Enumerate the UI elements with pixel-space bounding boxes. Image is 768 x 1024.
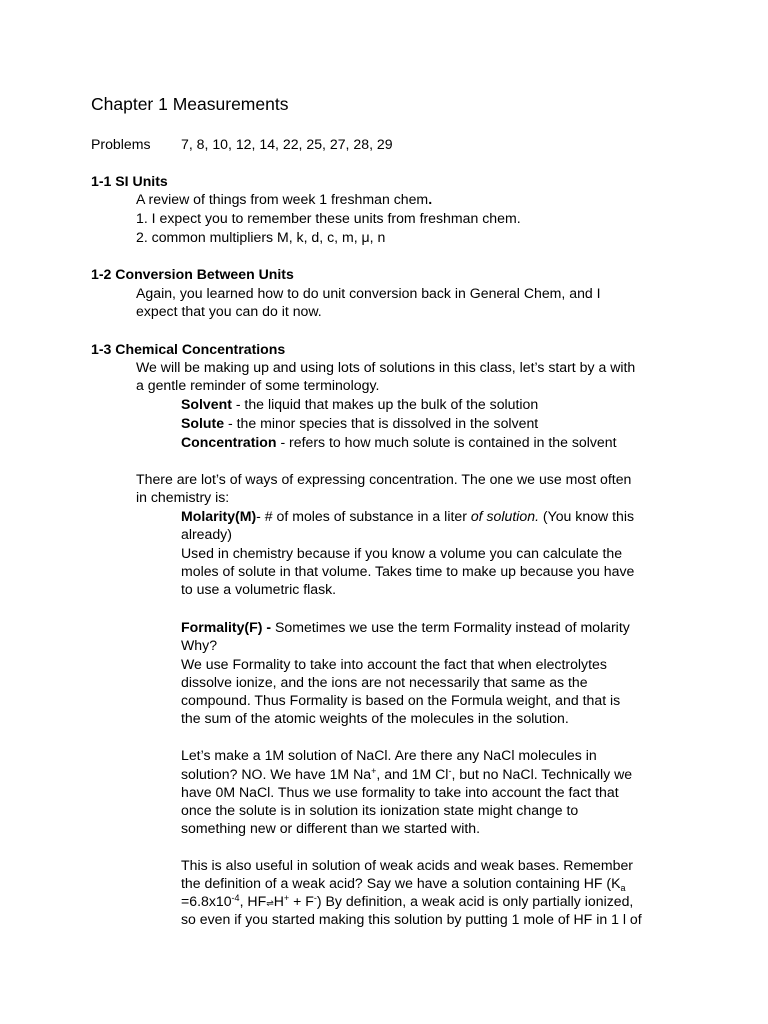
list-item: 1. I expect you to remember these units from freshman chem. [136,210,521,226]
paragraph-line [181,765,632,783]
term: Formality(F) - [181,619,272,635]
chapter-title: Chapter 1 Measurements [91,94,289,114]
paragraph-line: We will be making up and using lots of solutions in this class, let’s start by a with [136,359,636,375]
paragraph-line: already) [181,526,232,542]
text-span: , HF [239,893,267,909]
superscript: -4 [231,893,240,903]
paragraph-line: dissolve ionize, and the ions are not necessarily that same as the [181,674,588,690]
section-heading-si-units: 1-1 SI Units [91,173,168,189]
paragraph-line: There are lot’s of ways of expressing concentration. The one we use most often [136,471,632,487]
paragraph-line: We use Formality to take into account the fact that when electrolytes [181,656,607,672]
term: Concentration [181,434,277,450]
paragraph-line [136,190,432,208]
text-span: , and 1M Cl [376,766,449,782]
text-span: ) By definition, a weak acid is only partially ionized, [316,893,634,909]
term: Solute [181,415,225,431]
superscript: + [371,766,377,776]
definition-formality [181,618,630,636]
paragraph-line: Again, you learned how to do unit conversion back in General Chem, and I [136,285,601,301]
definition-text: of solution. [470,508,539,524]
superscript: - [313,893,317,903]
text-span: =6.8x10 [181,893,232,909]
text-span: the definition of a weak acid? Say we have a solution containing HF (K [181,875,621,891]
subscript: a [620,883,626,893]
term: Solvent [181,396,232,412]
problems-list: 7, 8, 10, 12, 14, 22, 25, 27, 28, 29 [181,136,393,152]
list-item: 2. common multipliers M, k, d, c, m, μ, n [136,229,386,245]
paragraph-line: the sum of the atomic weights of the molecules in the solution. [181,710,569,726]
paragraph-line: a gentle reminder of some terminology. [136,377,380,393]
paragraph-line: This is also useful in solution of weak acids and weak bases. Remember [181,857,634,873]
section-heading-concentrations: 1-3 Chemical Concentrations [91,341,286,357]
term: Molarity(M) [181,508,257,524]
paragraph-line: Let’s make a 1M solution of NaCl. Are there any NaCl molecules in [181,747,597,763]
paragraph-line: expect that you can do it now. [136,303,322,319]
definition-text: - # of moles of substance in a liter [256,508,471,524]
section-heading-conversion: 1-2 Conversion Between Units [91,266,294,282]
paragraph-line: in chemistry is: [136,489,230,505]
paragraph-line [181,874,626,892]
text-span: , but no NaCl. Technically we [451,766,633,782]
definition-text: - the liquid that makes up the bulk of the solution [231,396,539,412]
paragraph-line: to use a volumetric flask. [181,581,337,597]
problems-line [91,135,393,153]
paragraph-line: Used in chemistry because if you know a volume you can calculate the [181,545,623,561]
text-span: solution? NO. We have 1M Na [181,766,372,782]
superscript: - [448,766,452,776]
definition-text: Sometimes we use the term Formality instead of molarity [271,619,630,635]
definition-text: - the minor species that is dissolved in the solvent [224,415,539,431]
text-span: A review of things from week 1 freshman chem [136,191,429,207]
definition-molarity [181,507,634,525]
text-span: H [273,893,284,909]
definition-solute [181,414,538,432]
equilibrium-arrow-icon: ⇌ [266,898,274,908]
definition-concentration [181,433,617,451]
paragraph-line: have 0M NaCl. Thus we use formality to take into account the fact that [181,784,619,800]
paragraph-line: compound. Thus Formality is based on the Formula weight, and that is [181,692,621,708]
paragraph-line: Why? [181,637,218,653]
definition-text: (You know this [539,508,635,524]
superscript: + [283,893,290,903]
text-span: . [428,191,433,207]
problems-label: Problems [91,136,151,152]
paragraph-line: something new or different than we started with. [181,820,481,836]
paragraph-line [181,892,633,912]
definition-solvent [181,395,538,413]
definition-text: - refers to how much solute is contained in the solvent [276,434,617,450]
paragraph-line: once the solute is in solution its ionization state might change to [181,802,579,818]
paragraph-line: moles of solute in that volume. Takes time to make up because you have [181,563,635,579]
text-span: + F [289,893,314,909]
paragraph-line: so even if you started making this solution by putting 1 mole of HF in 1 l of [181,911,642,927]
